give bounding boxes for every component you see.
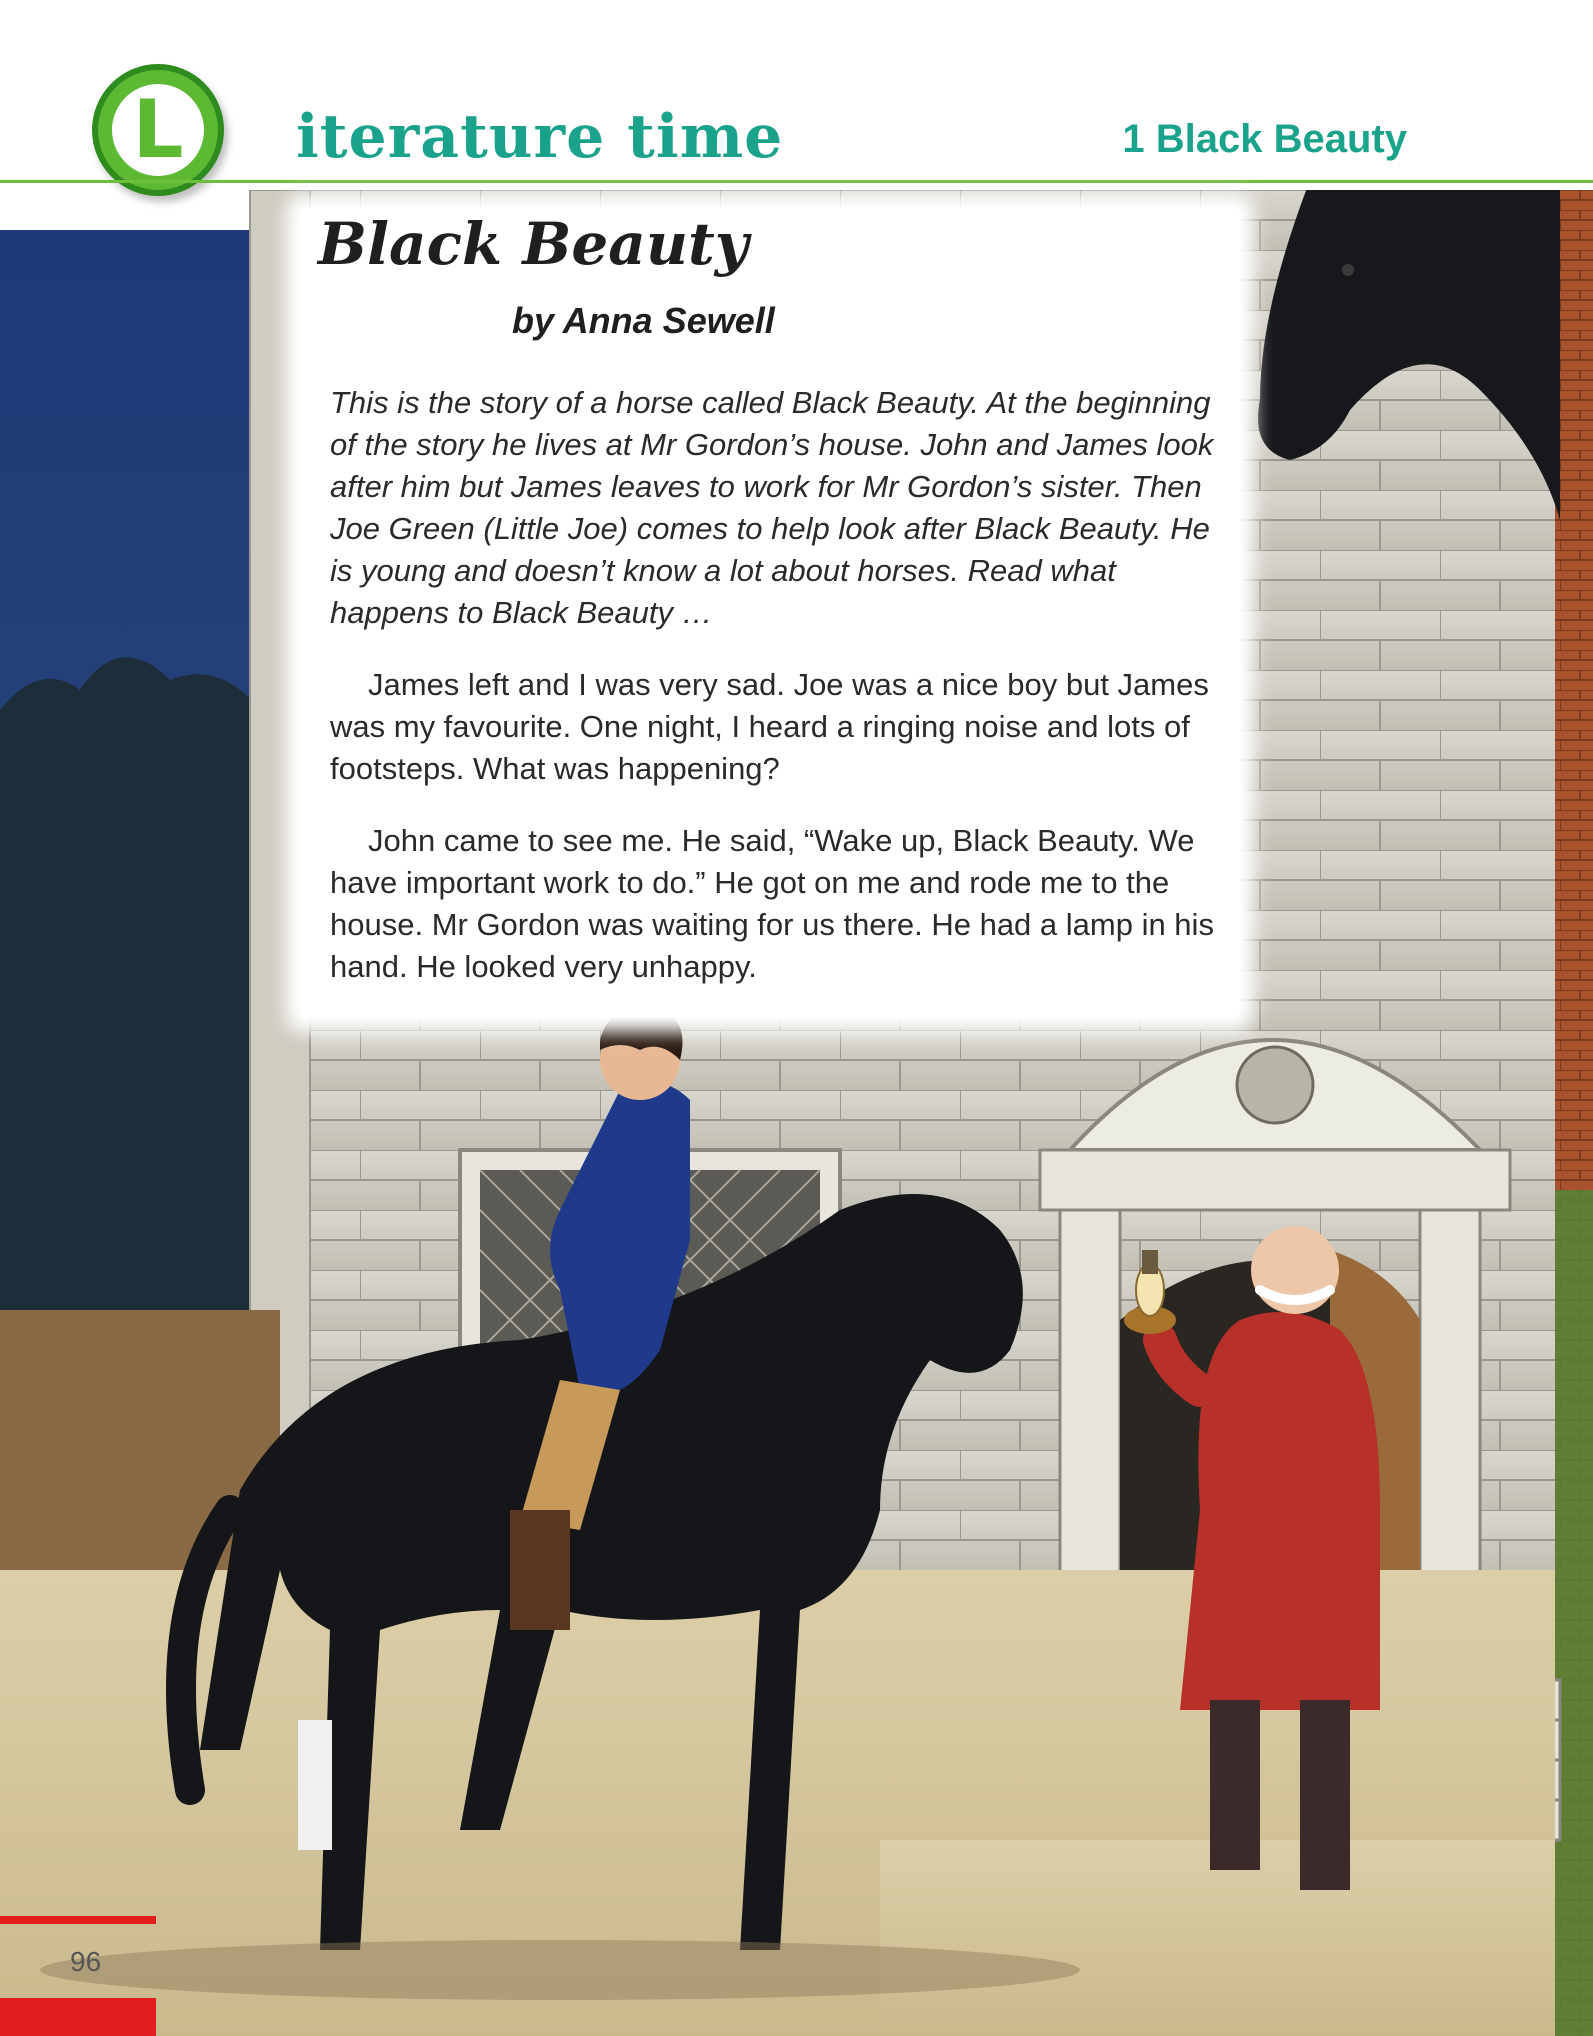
section-title: iterature time bbox=[296, 102, 784, 172]
book-author: by Anna Sewell bbox=[512, 300, 775, 341]
horse-shadow bbox=[40, 1940, 1080, 2000]
badge-letter: L bbox=[112, 84, 204, 176]
story-paragraph: James left and I was very sad. Joe was a nice boy but James was my favourite. One night, I heard a ringing noise and lots of footsteps. What was happening? bbox=[330, 667, 1209, 786]
story-intro: This is the story of a horse called Black Beauty. At the beginning of the story he lives at Mr Gordon’s house. John and James look after him but James leaves to work for Mr Gordon’s sister. Then Joe Green (Little Joe) comes to help look after Black Beauty. He is young and doesn’t know a lot about horses. Read what happens to Black Beauty … bbox=[330, 385, 1214, 630]
lion-head-icon bbox=[1237, 1047, 1313, 1123]
dark-trees bbox=[0, 657, 260, 1320]
story-paragraph: John came to see me. He said, “Wake up, Black Beauty. We have important work to do.” He got on me and rode me to the house. Mr Gordon was waiting for us there. He had a lamp in his hand. He looked very unhappy. bbox=[330, 823, 1214, 984]
unit-title: 1 Black Beauty bbox=[1122, 117, 1407, 161]
footer-accent-bar bbox=[0, 1916, 156, 1924]
section-badge bbox=[92, 64, 224, 196]
footer-accent-block bbox=[0, 1998, 156, 2036]
book-title: Black Beauty bbox=[318, 210, 749, 278]
ivy bbox=[1555, 1190, 1593, 2036]
page-number: 96 bbox=[70, 1946, 102, 1977]
header-divider bbox=[0, 180, 1593, 183]
